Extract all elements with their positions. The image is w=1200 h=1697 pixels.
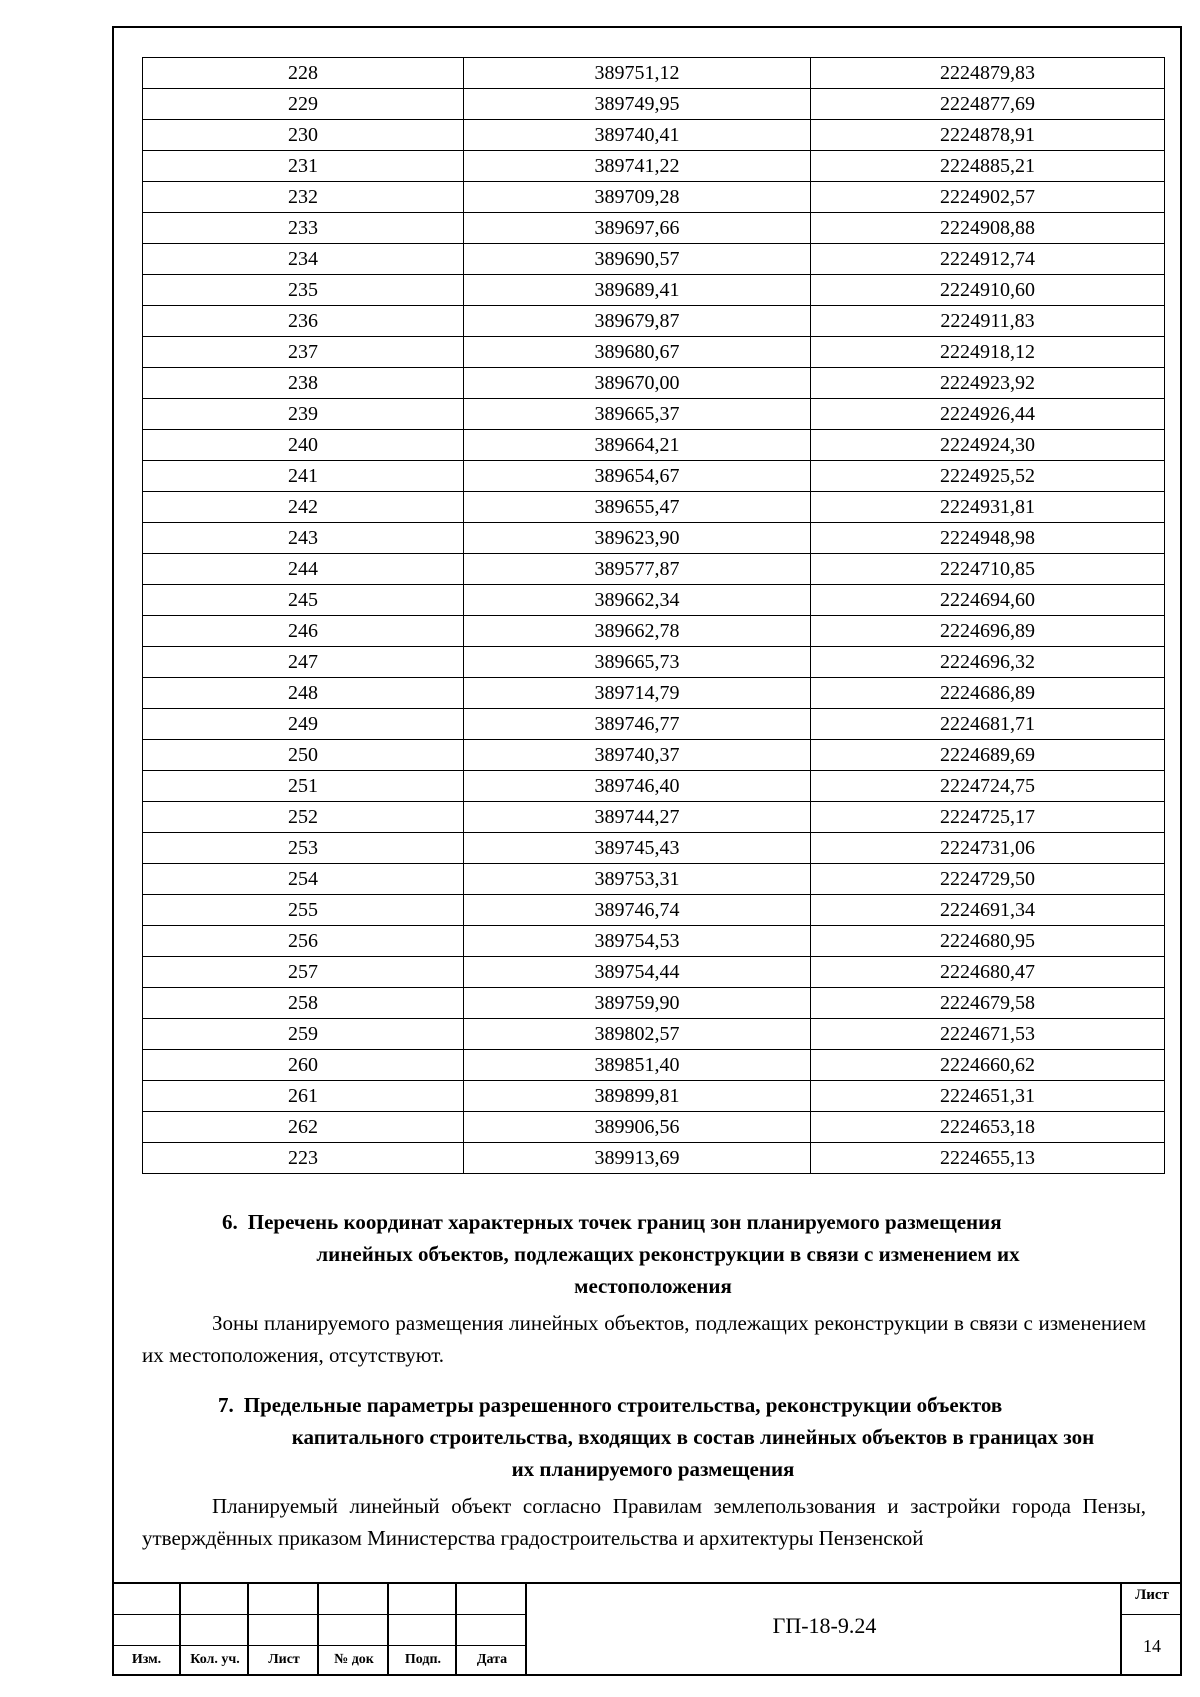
table-row xyxy=(143,492,1165,523)
table-row xyxy=(143,833,1165,864)
point-number-cell: 223 xyxy=(143,1143,464,1174)
table-row xyxy=(143,523,1165,554)
point-number-cell: 252 xyxy=(143,802,464,833)
section-7-number: 7. xyxy=(218,1393,234,1417)
point-number-cell: 247 xyxy=(143,647,464,678)
y-coordinate-cell: 2224925,52 xyxy=(811,461,1165,492)
x-coordinate-cell: 389655,47 xyxy=(464,492,811,523)
x-coordinate-cell: 389899,81 xyxy=(464,1081,811,1112)
y-coordinate-cell: 2224924,30 xyxy=(811,430,1165,461)
x-coordinate-cell: 389744,27 xyxy=(464,802,811,833)
x-coordinate-cell: 389623,90 xyxy=(464,523,811,554)
section-7-heading xyxy=(142,1389,1164,1485)
table-row xyxy=(143,89,1165,120)
x-coordinate-cell: 389749,95 xyxy=(464,89,811,120)
table-row xyxy=(143,554,1165,585)
x-coordinate-cell: 389665,37 xyxy=(464,399,811,430)
point-number-cell: 258 xyxy=(143,988,464,1019)
stamp-label-data: Дата xyxy=(476,1652,508,1667)
section-7-title-line1: Предельные параметры разрешенного строительства, реконструкции объектов xyxy=(243,1393,1003,1417)
table-row xyxy=(143,647,1165,678)
point-number-cell: 244 xyxy=(143,554,464,585)
y-coordinate-cell: 2224651,31 xyxy=(811,1081,1165,1112)
point-number-cell: 262 xyxy=(143,1112,464,1143)
x-coordinate-cell: 389746,74 xyxy=(464,895,811,926)
point-number-cell: 228 xyxy=(143,58,464,89)
table-row xyxy=(143,58,1165,89)
y-coordinate-cell: 2224681,71 xyxy=(811,709,1165,740)
section-7-title-line3: их планируемого размещения xyxy=(511,1457,795,1481)
y-coordinate-cell: 2224731,06 xyxy=(811,833,1165,864)
table-row xyxy=(143,306,1165,337)
point-number-cell: 239 xyxy=(143,399,464,430)
table-row xyxy=(143,275,1165,306)
point-number-cell: 256 xyxy=(143,926,464,957)
section-6-body-text: Зоны планируемого размещения линейных объектов, подлежащих реконструкции в связи с изменением их местоположения, отсутствуют. xyxy=(142,1311,1146,1367)
table-row xyxy=(143,151,1165,182)
y-coordinate-cell: 2224878,91 xyxy=(811,120,1165,151)
x-coordinate-cell: 389754,44 xyxy=(464,957,811,988)
stamp-row-line-1 xyxy=(112,1614,527,1615)
y-coordinate-cell: 2224696,32 xyxy=(811,647,1165,678)
y-coordinate-cell: 2224680,95 xyxy=(811,926,1165,957)
x-coordinate-cell: 389679,87 xyxy=(464,306,811,337)
x-coordinate-cell: 389851,40 xyxy=(464,1050,811,1081)
point-number-cell: 231 xyxy=(143,151,464,182)
y-coordinate-cell: 2224910,60 xyxy=(811,275,1165,306)
x-coordinate-cell: 389670,00 xyxy=(464,368,811,399)
table-row xyxy=(143,399,1165,430)
x-coordinate-cell: 389802,57 xyxy=(464,1019,811,1050)
x-coordinate-cell: 389714,79 xyxy=(464,678,811,709)
table-row xyxy=(143,182,1165,213)
y-coordinate-cell: 2224926,44 xyxy=(811,399,1165,430)
table-row xyxy=(143,709,1165,740)
x-coordinate-cell: 389690,57 xyxy=(464,244,811,275)
section-6-title-line3: местоположения xyxy=(574,1274,732,1298)
table-row xyxy=(143,120,1165,151)
point-number-cell: 232 xyxy=(143,182,464,213)
point-number-cell: 243 xyxy=(143,523,464,554)
x-coordinate-cell: 389680,67 xyxy=(464,337,811,368)
y-coordinate-cell: 2224724,75 xyxy=(811,771,1165,802)
y-coordinate-cell: 2224885,21 xyxy=(811,151,1165,182)
y-coordinate-cell: 2224660,62 xyxy=(811,1050,1165,1081)
y-coordinate-cell: 2224653,18 xyxy=(811,1112,1165,1143)
y-coordinate-cell: 2224689,69 xyxy=(811,740,1165,771)
y-coordinate-cell: 2224729,50 xyxy=(811,864,1165,895)
y-coordinate-cell: 2224912,74 xyxy=(811,244,1165,275)
x-coordinate-cell: 389906,56 xyxy=(464,1112,811,1143)
point-number-cell: 234 xyxy=(143,244,464,275)
x-coordinate-cell: 389740,37 xyxy=(464,740,811,771)
x-coordinate-cell: 389697,66 xyxy=(464,213,811,244)
table-row xyxy=(143,1050,1165,1081)
x-coordinate-cell: 389751,12 xyxy=(464,58,811,89)
stamp-label-izm: Изм. xyxy=(131,1652,162,1667)
point-number-cell: 255 xyxy=(143,895,464,926)
sheet-label: Лист xyxy=(1135,1587,1169,1603)
point-number-cell: 238 xyxy=(143,368,464,399)
y-coordinate-cell: 2224680,47 xyxy=(811,957,1165,988)
point-number-cell: 251 xyxy=(143,771,464,802)
x-coordinate-cell: 389577,87 xyxy=(464,554,811,585)
point-number-cell: 242 xyxy=(143,492,464,523)
point-number-cell: 235 xyxy=(143,275,464,306)
point-number-cell: 249 xyxy=(143,709,464,740)
x-coordinate-cell: 389662,78 xyxy=(464,616,811,647)
y-coordinate-cell: 2224655,13 xyxy=(811,1143,1165,1174)
y-coordinate-cell: 2224918,12 xyxy=(811,337,1165,368)
stamp-label-kol-uch: Кол. уч. xyxy=(190,1652,240,1667)
point-number-cell: 257 xyxy=(143,957,464,988)
point-number-cell: 254 xyxy=(143,864,464,895)
x-coordinate-cell: 389662,34 xyxy=(464,585,811,616)
x-coordinate-cell: 389746,77 xyxy=(464,709,811,740)
table-row xyxy=(143,213,1165,244)
stamp-label-doc: № док xyxy=(334,1652,374,1667)
table-row xyxy=(143,430,1165,461)
table-row xyxy=(143,740,1165,771)
table-row xyxy=(143,368,1165,399)
x-coordinate-cell: 389741,22 xyxy=(464,151,811,182)
y-coordinate-cell: 2224710,85 xyxy=(811,554,1165,585)
point-number-cell: 233 xyxy=(143,213,464,244)
point-number-cell: 246 xyxy=(143,616,464,647)
point-number-cell: 248 xyxy=(143,678,464,709)
table-row xyxy=(143,926,1165,957)
point-number-cell: 237 xyxy=(143,337,464,368)
y-coordinate-cell: 2224671,53 xyxy=(811,1019,1165,1050)
section-7-title-line2: капитального строительства, входящих в состав линейных объектов в границах зон xyxy=(291,1425,1095,1449)
y-coordinate-cell: 2224877,69 xyxy=(811,89,1165,120)
y-coordinate-cell: 2224725,17 xyxy=(811,802,1165,833)
x-coordinate-cell: 389753,31 xyxy=(464,864,811,895)
stamp-label-list: Лист xyxy=(268,1652,300,1667)
point-number-cell: 253 xyxy=(143,833,464,864)
table-row xyxy=(143,244,1165,275)
x-coordinate-cell: 389654,67 xyxy=(464,461,811,492)
stamp-sheet-line xyxy=(1122,1614,1182,1615)
table-row xyxy=(143,1143,1165,1174)
point-number-cell: 245 xyxy=(143,585,464,616)
table-row xyxy=(143,988,1165,1019)
y-coordinate-cell: 2224902,57 xyxy=(811,182,1165,213)
table-row xyxy=(143,895,1165,926)
table-row xyxy=(143,678,1165,709)
table-row xyxy=(143,957,1165,988)
x-coordinate-cell: 389913,69 xyxy=(464,1143,811,1174)
y-coordinate-cell: 2224908,88 xyxy=(811,213,1165,244)
x-coordinate-cell: 389664,21 xyxy=(464,430,811,461)
table-row xyxy=(143,461,1165,492)
table-row xyxy=(143,802,1165,833)
x-coordinate-cell: 389754,53 xyxy=(464,926,811,957)
coordinates-table xyxy=(142,57,1165,1174)
section-6-title-line2: линейных объектов, подлежащих реконструкции в связи с изменением их xyxy=(316,1242,1020,1266)
x-coordinate-cell: 389709,28 xyxy=(464,182,811,213)
point-number-cell: 261 xyxy=(143,1081,464,1112)
stamp-label-podp: Подп. xyxy=(404,1652,442,1667)
table-row xyxy=(143,337,1165,368)
section-6-heading xyxy=(142,1206,1164,1302)
document-number: ГП-18-9.24 xyxy=(772,1613,877,1638)
y-coordinate-cell: 2224948,98 xyxy=(811,523,1165,554)
x-coordinate-cell: 389740,41 xyxy=(464,120,811,151)
y-coordinate-cell: 2224911,83 xyxy=(811,306,1165,337)
table-row xyxy=(143,1112,1165,1143)
table-row xyxy=(143,1019,1165,1050)
section-6-title-line1: Перечень координат характерных точек границ зон планируемого размещения xyxy=(247,1210,1002,1234)
y-coordinate-cell: 2224931,81 xyxy=(811,492,1165,523)
section-6-number: 6. xyxy=(222,1210,238,1234)
point-number-cell: 229 xyxy=(143,89,464,120)
point-number-cell: 236 xyxy=(143,306,464,337)
table-row xyxy=(143,1081,1165,1112)
y-coordinate-cell: 2224879,83 xyxy=(811,58,1165,89)
table-row xyxy=(143,771,1165,802)
point-number-cell: 240 xyxy=(143,430,464,461)
section-6-body xyxy=(142,1307,1146,1371)
y-coordinate-cell: 2224691,34 xyxy=(811,895,1165,926)
section-7-body-text: Планируемый линейный объект согласно Правилам землепользования и застройки города Пензы, утверждённых приказом Министерства градостроительства и архитектуры Пензенской xyxy=(142,1494,1146,1550)
y-coordinate-cell: 2224694,60 xyxy=(811,585,1165,616)
x-coordinate-cell: 389689,41 xyxy=(464,275,811,306)
point-number-cell: 250 xyxy=(143,740,464,771)
x-coordinate-cell: 389745,43 xyxy=(464,833,811,864)
sheet-number: 14 xyxy=(1143,1636,1161,1656)
table-row xyxy=(143,864,1165,895)
x-coordinate-cell: 389746,40 xyxy=(464,771,811,802)
x-coordinate-cell: 389665,73 xyxy=(464,647,811,678)
table-row xyxy=(143,616,1165,647)
y-coordinate-cell: 2224679,58 xyxy=(811,988,1165,1019)
point-number-cell: 230 xyxy=(143,120,464,151)
point-number-cell: 260 xyxy=(143,1050,464,1081)
y-coordinate-cell: 2224686,89 xyxy=(811,678,1165,709)
table-row xyxy=(143,585,1165,616)
point-number-cell: 259 xyxy=(143,1019,464,1050)
y-coordinate-cell: 2224923,92 xyxy=(811,368,1165,399)
y-coordinate-cell: 2224696,89 xyxy=(811,616,1165,647)
x-coordinate-cell: 389759,90 xyxy=(464,988,811,1019)
point-number-cell: 241 xyxy=(143,461,464,492)
stamp-row-line-2 xyxy=(112,1645,527,1646)
section-7-body xyxy=(142,1490,1146,1554)
